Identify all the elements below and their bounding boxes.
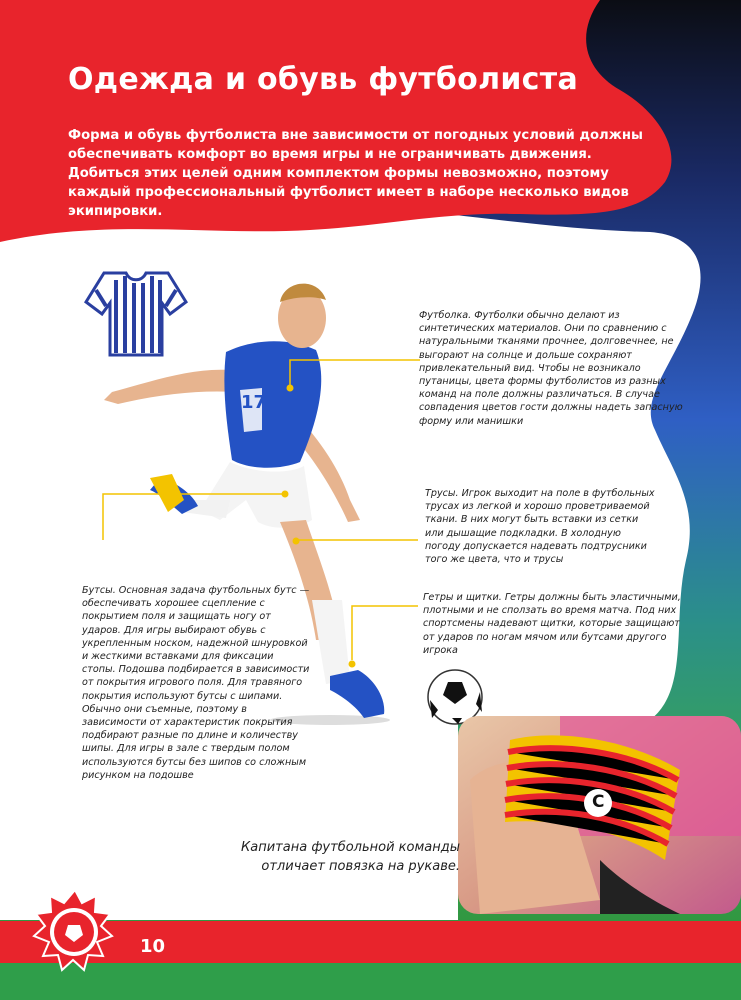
page-number: 10 bbox=[140, 936, 166, 957]
note-socks: Гетры и щитки. Гетры должны быть эластичными, плотными и не сползать во время матча. Под них спортсмены надевают щитки, которые защищают от ударов по ногам мячом или бутсами другого игрока bbox=[423, 592, 681, 656]
jersey-number: 17 bbox=[241, 392, 267, 413]
intro-paragraph: Форма и обувь футболиста вне зависимости от погодных условий должны обеспечивать комфорт во время игры и не ограничивать движения. Добиться этих целей одним комплектом формы невозможно, поэтому каждый профессиональный футболист имеет в наборе несколько видов экипировки. bbox=[68, 128, 643, 219]
note-shorts: Трусы. Игрок выходит на поле в футбольных трусах из легкой и хорошо проветриваемой ткани. В них могут быть вставки из сетки или дышащие подкладки. В холодную погоду допускается надевать подтрусники того же цвета, что и трусы bbox=[425, 488, 655, 566]
footer-stripe bbox=[0, 921, 741, 963]
captain-armband-photo bbox=[458, 716, 741, 914]
photo-caption: Капитана футбольной команды отличает повязка на рукаве. bbox=[241, 840, 460, 874]
note-shirt: Футболка. Футболки обычно делают из синтетических материалов. Они по сравнению с натуральными тканями прочнее, долговечнее, не выгорают на солнце и дольше сохраняют привлекательный вид. Чтобы не возникало путаницы, цвета формы футболистов из разных команд на поле должны различаться. В случае совпадения цветов гости должны надеть запасную форму или манишки bbox=[419, 310, 683, 427]
page-title: Одежда и обувь футболиста bbox=[68, 62, 578, 97]
note-boots: Бутсы. Основная задача футбольных бутс — обеспечивать хорошее сцепление с покрытием поля и защищать ногу от ударов. Для игры выбирают обувь с укрепленным носком, надежной шнуровкой и жесткими вставками для фиксации стопы. Подошва подбирается в зависимости от покрытия игрового поля. Для травяного покрытия используют бутсы с шипами. Обычно они съемные, поэтому в зависимости от характеристик покрытия подбирают разные по длине и количеству шипы. Для игры в зале с твердым полом используются бутсы без шипов со сложным рисунком на подошве bbox=[82, 585, 310, 781]
armband-letter: C bbox=[592, 792, 605, 812]
footer-grass bbox=[0, 963, 741, 1000]
